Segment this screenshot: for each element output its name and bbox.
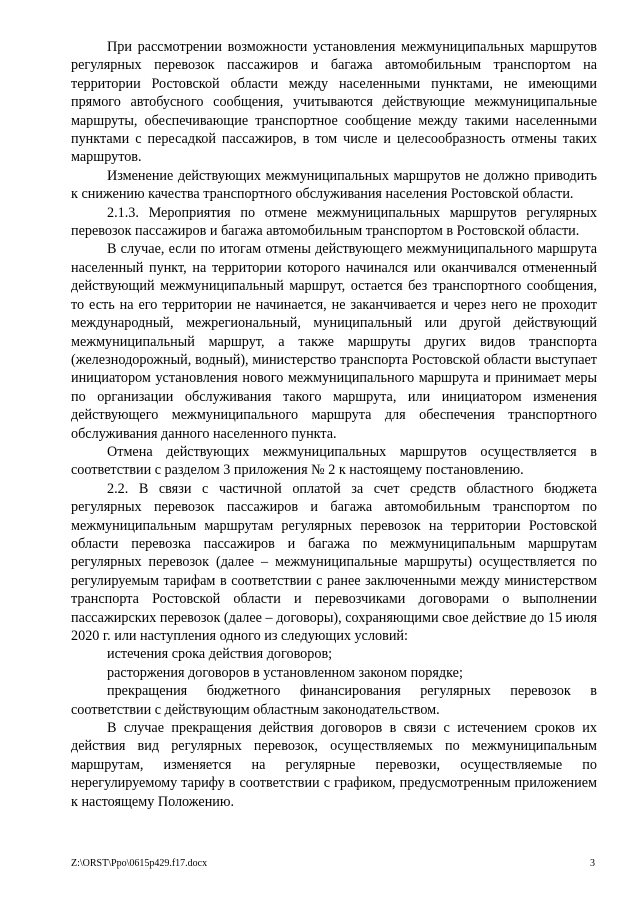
list-item-termination: расторжения договоров в установленном законом порядке;	[107, 664, 463, 681]
list-item-funding-stop: прекращения бюджетного финансирования регулярных перевозок в соответствии с действующим областным законодательством.	[71, 683, 597, 718]
footer-file-path: Z:\ORST\Ppo\0615p429.f17.docx	[71, 858, 208, 869]
paragraph-contract-expiry-case: В случае прекращения действия договоров в связи с истечением сроков их действия вид регулярных перевозок, осуществляемых по межмуниципальным маршрутам, изменяется на регулярные перевозки, осуществляемые по нерегулируемому тарифу в соответствии с графиком, предусмотренным приложением к настоящему Положению.	[71, 720, 597, 810]
paragraph-cancellation-procedure: Отмена действующих межмуниципальных маршрутов осуществляется в соответствии с разделом 3 приложения № 2 к настоящему постановлению.	[71, 443, 597, 479]
paragraph-section-2-1-3: 2.1.3. Мероприятия по отмене межмуниципальных маршрутов регулярных перевозок пассажиров и багажа автомобильным транспортом в Ростовской области.	[71, 204, 597, 240]
paragraph-cancellation-case: В случае, если по итогам отмены действующего межмуниципального маршрута населенный пункт, на территории которого начинался или оканчивался отмененный действующий межмуниципальный маршрут, остается без транспортного сообщения, то есть на его территории не начинается, не заканчивается и через него не проходит международный, межрегиональный, муниципальный или другой действующий межмуниципальный маршрут, а также маршруты других видов транспорта (железнодорожный, водный), министерство транспорта Ростовской области выступает инициатором установления нового межмуниципального маршрута и принимает меры по организации обслуживания такого маршрута, или инициатором изменения действующего межмуниципального маршрута для обеспечения транспортного обслуживания данного населенного пункта.	[71, 241, 597, 442]
paragraph-section-2-2: 2.2. В связи с частичной оплатой за счет средств областного бюджета регулярных перевозок пассажиров и багажа автомобильным транспортом по межмуниципальным маршрутам регулярных перевозок на территории Ростовской области перевозка пассажиров и багажа по межмуниципальным маршрутам регулярных перевозок (далее – межмуниципальные маршруты) осуществляется по регулируемым тарифам в соответствии с ранее заключенными между министерством транспорта Ростовской области и перевозчиками договорами о выполнении пассажирских перевозок (далее – договоры), сохраняющими свое действие до 15 июля 2020 г. или наступления одного из следующих условий:	[71, 480, 597, 644]
paragraph-route-establishment: При рассмотрении возможности установления межмуниципальных маршрутов регулярных перевозок пассажиров и багажа автомобильным транспортом на территории Ростовской области между населенными пунктами, не имеющими прямого автобусного сообщения, учитываются действующие межмуниципальные маршруты, обеспечивающие транспортное сообщение между такими населенными пунктами с пересадкой пассажиров, в том числе и целесообразность отмены таких маршрутов.	[71, 39, 597, 166]
page-number: 3	[590, 858, 595, 869]
paragraph-route-change: Изменение действующих межмуниципальных маршрутов не должно приводить к снижению качества транспортного обслуживания населения Ростовской области.	[71, 167, 597, 203]
document-body	[71, 38, 597, 811]
list-item-expiry: истечения срока действия договоров;	[107, 646, 333, 663]
